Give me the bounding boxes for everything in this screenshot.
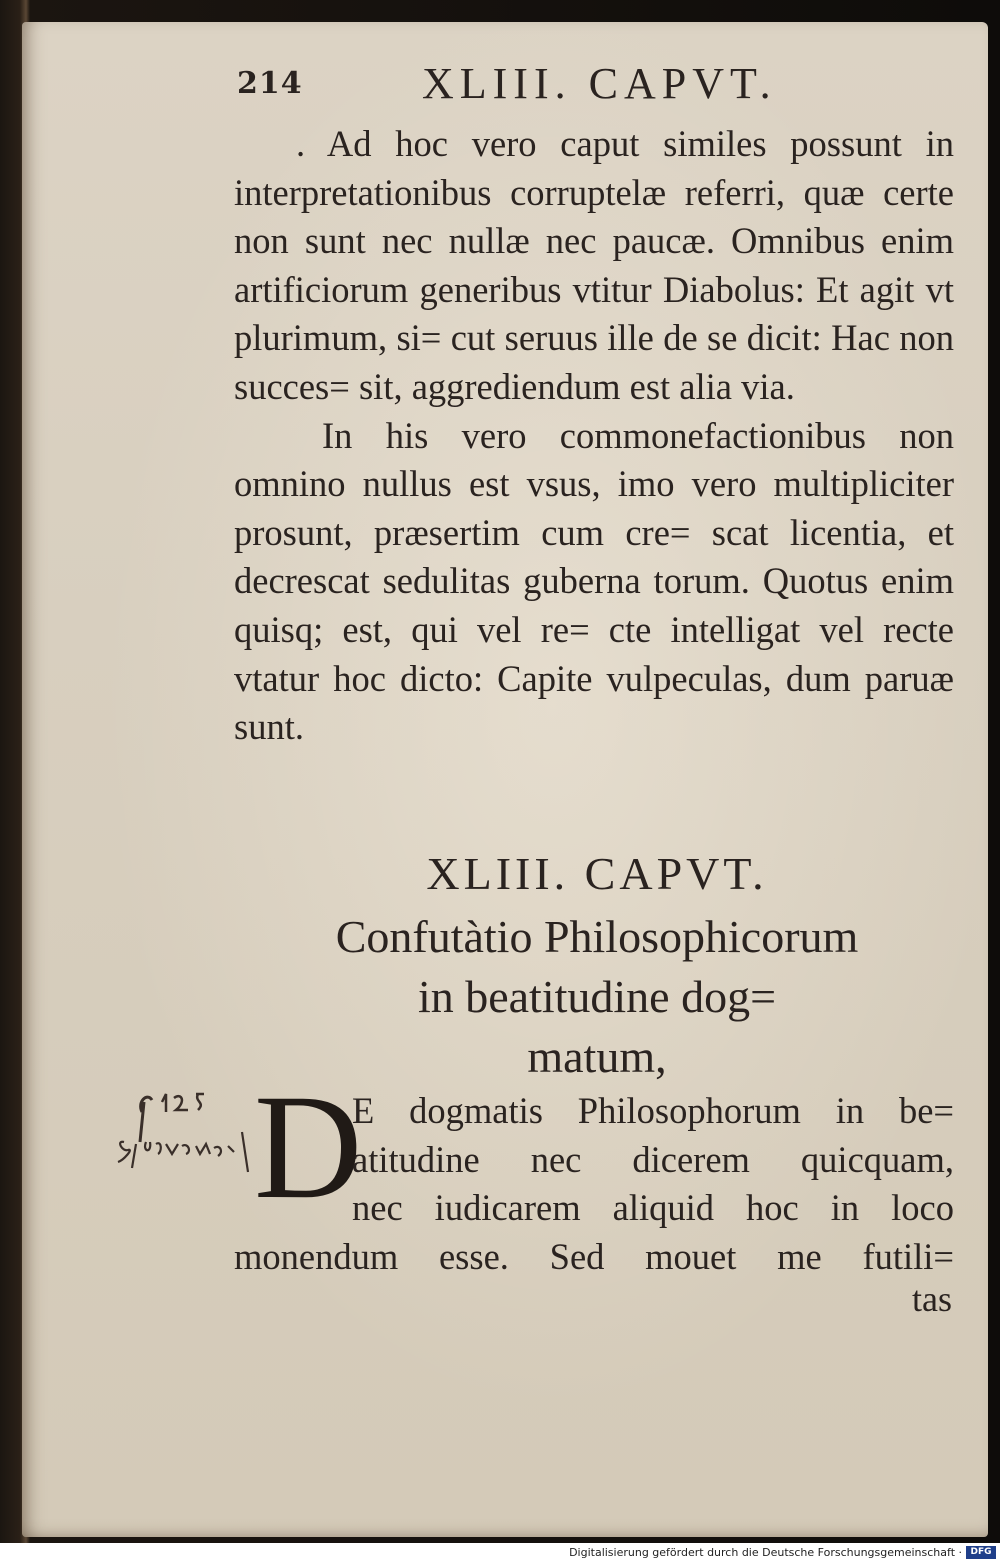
chapter-subtitle-line: Confutàtio Philosophicorum — [335, 911, 859, 962]
chapter-line: E dogmatis Philosophorum in be= — [352, 1090, 954, 1131]
page-header — [237, 54, 857, 124]
book-page — [22, 22, 988, 1537]
handwritten-marginalia — [102, 1072, 272, 1182]
chapter-body — [234, 1087, 954, 1281]
catchword: tas — [912, 1279, 952, 1319]
digitization-footer — [0, 1543, 1000, 1563]
dfg-logo-icon: DFG — [966, 1546, 996, 1559]
running-head: XLIII. CAPVT. — [422, 59, 777, 108]
paragraph-1: . Ad hoc vero caput similes possunt in interpretationibus corruptelæ referri, quæ certe non sunt nec nullæ nec paucæ. Omnibus enim artificiorum generibus vtitur Diabolus: Et agit vt plurimum, si= cut seruus ille de se dicit: Hac non succes= sit, aggrediendum est alia via. — [234, 123, 954, 407]
chapter-title: XLIII. CAPVT. — [426, 848, 768, 899]
drop-cap: D — [254, 1064, 363, 1230]
body-text — [234, 120, 954, 752]
chapter-line: monendum esse. Sed mouet me futili= — [234, 1235, 954, 1277]
chapter-subtitle-line: matum, — [527, 1031, 667, 1082]
page-number: 214 — [237, 66, 303, 101]
footer-credit: Digitalisierung gefördert durch die Deutsche Forschungsgemeinschaft · — [569, 1546, 962, 1559]
chapter-subtitle-line: in beatitudine dog= — [417, 971, 777, 1022]
chapter-line: atitudine nec dicerem quicquam, — [352, 1138, 954, 1180]
chapter-line: nec iudicarem aliquid hoc in loco — [352, 1187, 954, 1229]
paragraph-2: In his vero commonefactionibus non omnino nullus est vsus, imo vero multipliciter prosunt, præsertim cum cre= scat licentia, et decrescat sedulitas guberna torum. Quotus enim quisq; est, qui vel re= cte intelligat vel recte vtatur hoc dicto: Capite vulpeculas, dum paruæ sunt. — [234, 414, 954, 748]
chapter-subtitle — [237, 907, 957, 1087]
